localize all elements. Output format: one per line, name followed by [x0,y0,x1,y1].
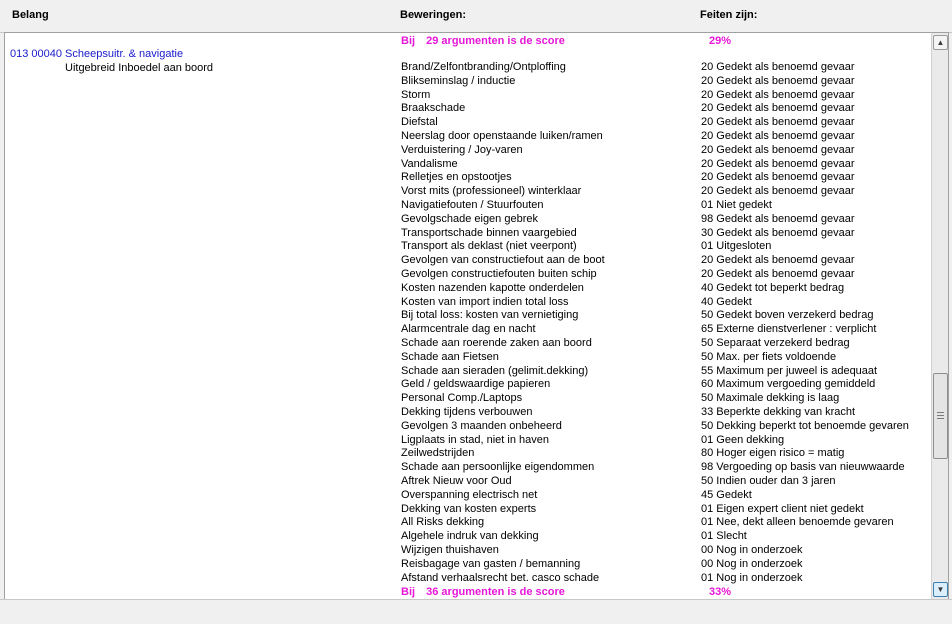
fact-cell: 30 Gedekt als benoemd gevaar [701,226,855,239]
table-row [5,89,933,103]
claim-cell: Transport als deklast (niet veerpont) [401,240,577,253]
table-row [5,282,933,296]
status-bar [0,599,952,624]
claim-cell: Neerslag door openstaande luiken/ramen [401,130,603,142]
table-row [5,309,933,323]
table-row [5,227,933,241]
claim-cell: Reisbagage van gasten / bemanning [401,557,581,570]
claim-cell: Vorst mits (professioneel) winterklaar [401,185,582,198]
fact-cell: 60 Maximum vergoeding gemiddeld [701,378,876,391]
claim-cell: Gevolgschade eigen gebrek [401,212,538,225]
results-panel [4,32,933,600]
fact-cell: 98 Gedekt als benoemd gevaar [701,212,855,225]
table-row [5,254,933,268]
header-belang: Belang [12,9,49,21]
claim-cell: Wijzigen thuishaven [401,544,499,556]
table-row [5,447,933,461]
table-row [5,392,933,406]
fact-cell: 20 Gedekt als benoemd gevaar [701,157,855,170]
fact-cell: 01 Eigen expert client niet gedekt [701,502,864,515]
claim-cell: Kosten van import indien total loss [401,295,569,308]
fact-cell: 01 Nee, dekt alleen benoemde gevaren [701,516,894,529]
fact-cell: 20 Gedekt als benoemd gevaar [701,254,855,267]
table-row [5,558,933,572]
fact-cell: 33 Beperkte dekking van kracht [701,406,856,418]
table-row [5,406,933,420]
table-row [5,213,933,227]
claim-cell: Overspanning electrisch net [401,488,538,501]
claim-cell: Storm [401,88,431,101]
claim-cell: Alarmcentrale dag en nacht [401,323,536,336]
score-bottom [401,586,565,598]
table-row [5,503,933,517]
fact-cell: 00 Nog in onderzoek [701,544,803,556]
claim-cell: Algehele indruk van dekking [401,530,539,543]
fact-cell: 00 Nog in onderzoek [701,557,803,570]
claim-cell: Vandalisme [401,157,458,170]
fact-cell: 20 Gedekt als benoemd gevaar [701,268,855,280]
vertical-scrollbar[interactable] [931,32,949,600]
table-row [5,144,933,158]
table-row [5,199,933,213]
table-row [5,185,933,199]
table-row [5,365,933,379]
score-bottom-pct: 33% [709,586,732,598]
claim-cell: Schade aan Fietsen [401,350,499,363]
claim-cell: Blikseminslag / inductie [401,74,516,87]
claim-cell: Dekking van kosten experts [401,502,537,515]
header-feiten: Feiten zijn: [700,9,758,21]
score-top [401,35,565,47]
table-row [5,75,933,89]
table-row [5,461,933,475]
table-row [5,420,933,434]
table-row [5,323,933,337]
claim-cell: Gevolgen 3 maanden onbeheerd [401,419,562,432]
claim-cell: All Risks dekking [401,516,485,529]
table-row [5,240,933,254]
column-header [0,0,952,33]
grip-icon [937,412,944,413]
fact-cell: 50 Maximale dekking is laag [701,392,840,405]
fact-cell: 40 Gedekt [701,295,752,308]
claim-cell: Verduistering / Joy-varen [401,143,523,156]
fact-cell: 55 Maximum per juweel is adequaat [701,364,878,377]
claim-cell: Brand/Zelfontbranding/Ontploffing [401,61,566,73]
table-row [5,171,933,185]
fact-cell: 01 Niet gedekt [701,199,772,211]
claim-cell: Afstand verhaalsrecht bet. casco schade [401,571,600,584]
claim-cell: Schade aan sieraden (gelimit.dekking) [401,364,589,377]
table-row [5,102,933,116]
score-bottom-bij: Bij [401,586,416,598]
fact-cell: 20 Gedekt als benoemd gevaar [701,185,855,198]
claim-cell: Bij total loss: kosten van vernietiging [401,309,579,322]
fact-cell: 80 Hoger eigen risico = matig [701,447,845,460]
table-row [5,296,933,310]
table-row [5,268,933,282]
claim-cell: Aftrek Nieuw voor Oud [401,475,512,487]
fact-cell: 20 Gedekt als benoemd gevaar [701,74,855,87]
claim-cell: Braakschade [401,102,466,115]
claim-cell: Gevolgen constructiefouten buiten schip [401,268,597,280]
fact-cell: 01 Uitgesloten [701,240,772,253]
table-row [5,489,933,503]
fact-cell: 01 Nog in onderzoek [701,571,803,584]
claim-cell: Kosten nazenden kapotte onderdelen [401,281,584,294]
table-row [5,434,933,448]
fact-cell: 50 Gedekt boven verzekerd bedrag [701,309,874,322]
scrollbar-thumb[interactable] [933,373,948,459]
fact-cell: 20 Gedekt als benoemd gevaar [701,102,855,115]
score-top-pct: 29% [709,35,732,47]
claim-cell: Schade aan roerende zaken aan boord [401,337,592,349]
arrow-up-icon[interactable]: ▲ [933,35,948,50]
header-beweringen: Beweringen: [400,9,467,21]
claim-cell: Transportschade binnen vaargebied [401,226,577,239]
table-row [5,544,933,558]
claim-cell: Geld / geldswaardige papieren [401,378,551,391]
claim-cell: Personal Comp./Laptops [401,392,523,405]
arrow-down-icon[interactable]: ▼ [933,582,948,597]
table-row [5,530,933,544]
fact-cell: 20 Gedekt als benoemd gevaar [701,61,855,73]
claim-cell: Relletjes en opstootjes [401,171,512,184]
fact-cell: 50 Separaat verzekerd bedrag [701,337,850,349]
table-row [5,516,933,530]
fact-cell: 20 Gedekt als benoemd gevaar [701,130,855,142]
claim-cell: Dekking tijdens verbouwen [401,406,533,418]
fact-cell: 45 Gedekt [701,488,752,501]
fact-cell: 20 Gedekt als benoemd gevaar [701,171,855,184]
belang-subtitle: Uitgebreid Inboedel aan boord [65,62,214,74]
score-top-bij: Bij [401,35,416,47]
fact-cell: 40 Gedekt tot beperkt bedrag [701,281,845,294]
fact-cell: 20 Gedekt als benoemd gevaar [701,88,855,101]
score-bottom-text: 36 argumenten is de score [426,586,565,598]
fact-cell: 01 Geen dekking [701,433,785,446]
table-row [5,378,933,392]
fact-cell: 20 Gedekt als benoemd gevaar [701,116,855,129]
table-row [5,116,933,130]
table-row [5,158,933,172]
table-row [5,130,933,144]
score-top-text: 29 argumenten is de score [426,35,565,47]
table-row [5,351,933,365]
table-row [5,337,933,351]
claim-cell: Gevolgen van constructiefout aan de boot [401,254,605,267]
fact-cell: 20 Gedekt als benoemd gevaar [701,143,855,156]
table-row [5,61,933,75]
claim-cell: Navigatiefouten / Stuurfouten [401,199,544,211]
grip-icon [937,418,944,419]
fact-cell: 50 Max. per fiets voldoende [701,350,837,363]
fact-cell: 98 Vergoeding op basis van nieuwwaarde [701,461,905,474]
claim-cell: Ligplaats in stad, niet in haven [401,433,549,446]
claim-cell: Zeilwedstrijden [401,447,475,460]
fact-cell: 50 Indien ouder dan 3 jaren [701,475,836,487]
claim-cell: Schade aan persoonlijke eigendommen [401,461,595,474]
claim-cell: Diefstal [401,116,438,129]
table-row [5,475,933,489]
belang-title[interactable]: 013 00040 Scheepsuitr. & navigatie [10,48,184,60]
fact-cell: 01 Slecht [701,530,747,543]
table-row [5,572,933,586]
fact-cell: 65 Externe dienstverlener : verplicht [701,323,877,336]
grip-icon [937,415,944,416]
fact-cell: 50 Dekking beperkt tot benoemde gevaren [701,419,909,432]
